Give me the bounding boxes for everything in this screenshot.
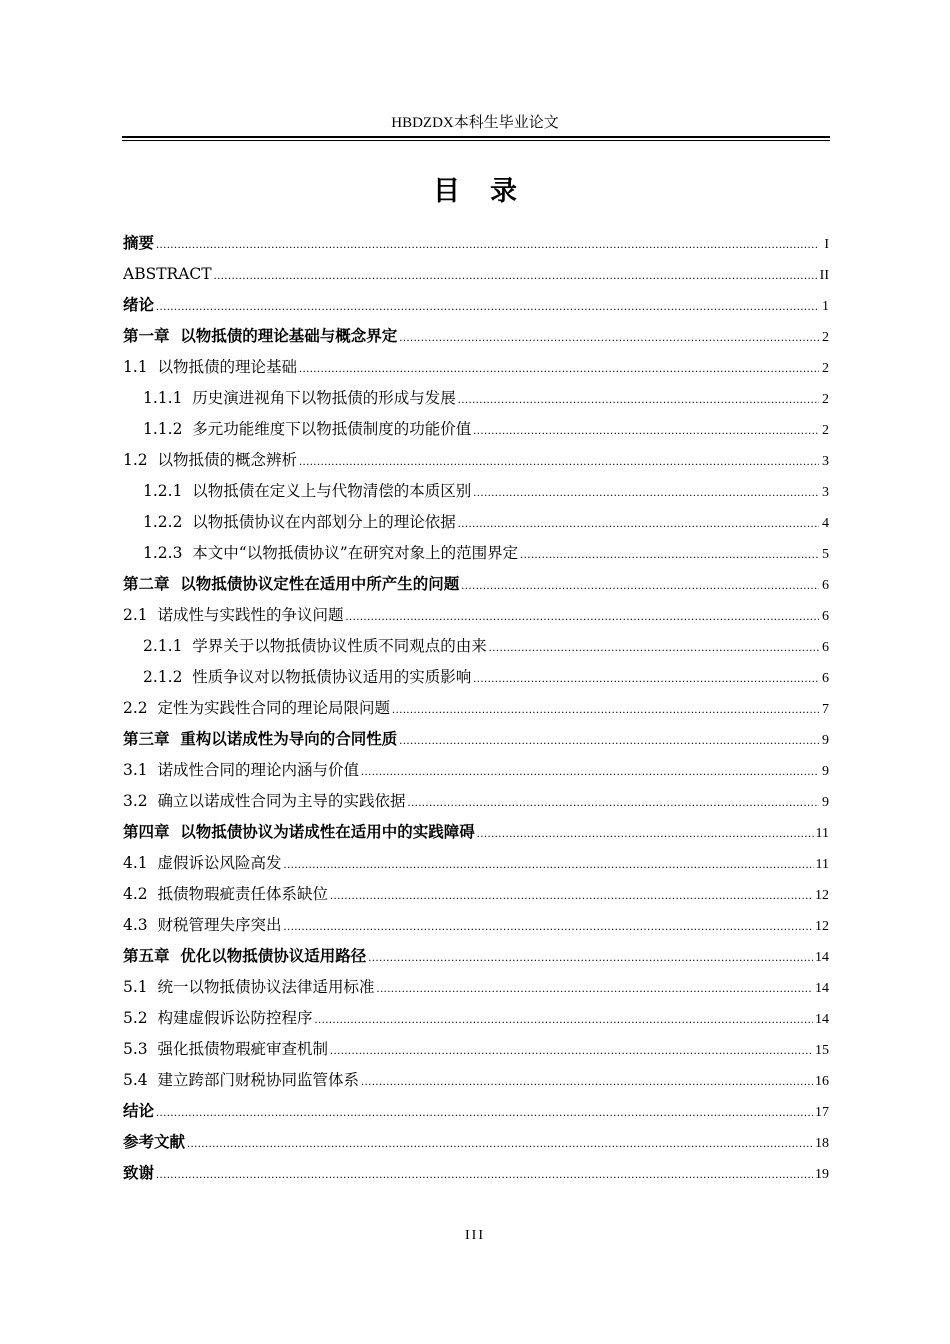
- toc-entry-label: 第二章 以物抵债协议定性在适用中所产生的问题: [123, 575, 460, 593]
- toc-entry-page: 7: [822, 702, 829, 717]
- toc-leader-dots: [458, 387, 819, 411]
- toc-entry-page: 3: [822, 454, 829, 469]
- toc-entry-label: 第四章 以物抵债协议为诺成性在适用中的实践障碍: [123, 823, 475, 841]
- toc-entry-page: 14: [815, 950, 829, 965]
- toc-entry-page: 2: [822, 330, 829, 345]
- toc-leader-dots: [473, 418, 819, 442]
- toc-leader-dots: [377, 976, 813, 1000]
- toc-leader-dots: [346, 604, 819, 628]
- toc-entry-label: 5.1 统一以物抵债协议法律适用标准: [123, 978, 375, 996]
- toc-leader-dots: [473, 666, 819, 690]
- toc-entry-label: 2.1.1 学界关于以物抵债协议性质不同观点的由来: [143, 637, 487, 655]
- page-number: III: [465, 1228, 485, 1243]
- toc-entry[interactable]: [123, 1099, 829, 1130]
- toc-entry[interactable]: [123, 851, 829, 882]
- running-header: HBDZDX本科生毕业论文: [391, 115, 559, 131]
- toc-leader-dots: [330, 883, 813, 907]
- header-rule-thick: [122, 136, 830, 138]
- toc-entry-label: ABSTRACT: [123, 265, 212, 283]
- toc-leader-dots: [520, 542, 819, 566]
- toc-entry-page: 16: [815, 1074, 829, 1089]
- toc-entry-label: 5.2 构建虚假诉讼防控程序: [123, 1009, 313, 1027]
- toc-entry-label: 3.1 诺成性合同的理论内涵与价值: [123, 761, 360, 779]
- toc-entry-label: 1.2 以物抵债的概念辨析: [123, 451, 298, 469]
- toc-entry-label: 1.1 以物抵债的理论基础: [123, 358, 298, 376]
- toc-leader-dots: [156, 294, 819, 318]
- toc-entry-page: 11: [815, 857, 829, 872]
- toc-entry-page: 14: [815, 1012, 829, 1027]
- toc-entry-page: 6: [822, 640, 829, 655]
- toc-entry-label: 5.4 建立跨部门财税协同监管体系: [123, 1071, 360, 1089]
- toc-entry-label: 第五章 优化以物抵债协议适用路径: [123, 947, 367, 965]
- toc-leader-dots: [361, 1069, 813, 1093]
- toc-leader-dots: [299, 449, 819, 473]
- toc-entry[interactable]: [123, 541, 829, 572]
- toc-entry-label: 2.1.2 性质争议对以物抵债协议适用的实质影响: [143, 668, 472, 686]
- toc-entry[interactable]: [123, 944, 829, 975]
- toc-entry[interactable]: [123, 758, 829, 789]
- toc-leader-dots: [461, 573, 819, 597]
- toc-entry-page: 14: [815, 981, 829, 996]
- toc-leader-dots: [187, 1131, 813, 1155]
- toc-entry-page: 18: [815, 1136, 829, 1151]
- toc-entry-label: 第一章 以物抵债的理论基础与概念界定: [123, 327, 398, 345]
- toc-leader-dots: [156, 1100, 813, 1124]
- toc-entry[interactable]: [123, 510, 829, 541]
- toc-entry-page: I: [824, 237, 829, 252]
- toc-entry[interactable]: [123, 1037, 829, 1068]
- toc-entry-label: 1.2.3 本文中“以物抵债协议”在研究对象上的范围界定: [143, 544, 519, 562]
- toc-entry-label: 1.1.1 历史演进视角下以物抵债的形成与发展: [143, 389, 456, 407]
- toc-entry[interactable]: [123, 355, 829, 386]
- toc-leader-dots: [458, 511, 819, 535]
- toc-entry-label: 2.2 定性为实践性合同的理论局限问题: [123, 699, 391, 717]
- toc-leader-dots: [477, 821, 814, 845]
- toc-leader-dots: [368, 945, 813, 969]
- toc-entry-page: 2: [822, 423, 829, 438]
- toc-entry-label: 5.3 强化抵债物瑕疵审查机制: [123, 1040, 329, 1058]
- toc-entry[interactable]: [123, 448, 829, 479]
- toc-entry[interactable]: [123, 913, 829, 944]
- toc-entry-page: 12: [815, 919, 829, 934]
- table-of-contents: [123, 231, 829, 1192]
- toc-entry-label: 2.1 诺成性与实践性的争议问题: [123, 606, 344, 624]
- toc-entry[interactable]: [123, 293, 829, 324]
- toc-entry-page: 5: [822, 547, 829, 562]
- toc-entry[interactable]: [123, 262, 829, 293]
- toc-leader-dots: [156, 1162, 813, 1186]
- toc-entry[interactable]: [123, 820, 829, 851]
- toc-leader-dots: [299, 356, 819, 380]
- toc-entry-page: 17: [815, 1105, 829, 1120]
- toc-entry-label: 1.2.2 以物抵债协议在内部划分上的理论依据: [143, 513, 456, 531]
- toc-entry-page: 3: [822, 485, 829, 500]
- toc-leader-dots: [214, 263, 818, 287]
- toc-leader-dots: [408, 790, 819, 814]
- toc-entry-page: 6: [822, 671, 829, 686]
- toc-entry[interactable]: [123, 1068, 829, 1099]
- toc-entry[interactable]: [123, 479, 829, 510]
- toc-entry[interactable]: [123, 417, 829, 448]
- toc-entry-page: 2: [822, 361, 829, 376]
- toc-entry-label: 1.1.2 多元功能维度下以物抵债制度的功能价值: [143, 420, 472, 438]
- toc-entry-label: 4.1 虚假诉讼风险高发: [123, 854, 282, 872]
- toc-entry-label: 4.3 财税管理失序突出: [123, 916, 282, 934]
- toc-leader-dots: [315, 1007, 813, 1031]
- toc-entry[interactable]: [123, 789, 829, 820]
- toc-leader-dots: [156, 232, 819, 256]
- toc-entry-page: 6: [822, 578, 829, 593]
- toc-entry[interactable]: [123, 1006, 829, 1037]
- toc-leader-dots: [489, 635, 819, 659]
- toc-leader-dots: [284, 852, 814, 876]
- toc-entry-label: 参考文献: [123, 1133, 186, 1151]
- toc-entry-page: 9: [822, 795, 829, 810]
- toc-entry-label: 4.2 抵债物瑕疵责任体系缺位: [123, 885, 329, 903]
- toc-entry[interactable]: [123, 665, 829, 696]
- toc-entry[interactable]: [123, 603, 829, 634]
- toc-entry[interactable]: [123, 1130, 829, 1161]
- toc-entry-page: 1: [822, 299, 829, 314]
- toc-leader-dots: [361, 759, 819, 783]
- toc-entry[interactable]: [123, 634, 829, 665]
- toc-entry-page: 6: [822, 609, 829, 624]
- toc-entry[interactable]: [123, 231, 829, 262]
- toc-entry[interactable]: [123, 386, 829, 417]
- toc-entry-page: 9: [822, 764, 829, 779]
- toc-entry-page: 19: [815, 1167, 829, 1182]
- header-rule-thin: [122, 140, 830, 141]
- toc-entry-page: 11: [815, 826, 829, 841]
- toc-entry-label: 3.2 确立以诺成性合同为主导的实践依据: [123, 792, 406, 810]
- toc-entry[interactable]: [123, 572, 829, 603]
- toc-entry-label: 摘要: [123, 234, 155, 252]
- toc-entry-label: 第三章 重构以诺成性为导向的合同性质: [123, 730, 398, 748]
- toc-entry[interactable]: [123, 324, 829, 355]
- toc-leader-dots: [392, 697, 819, 721]
- toc-entry-page: 9: [822, 733, 829, 748]
- toc-entry-label: 致谢: [123, 1164, 155, 1182]
- toc-entry-label: 绪论: [123, 296, 155, 314]
- toc-entry-page: 12: [815, 888, 829, 903]
- toc-entry-page: 2: [822, 392, 829, 407]
- toc-entry-page: II: [819, 268, 829, 283]
- toc-entry[interactable]: [123, 882, 829, 913]
- toc-leader-dots: [399, 325, 819, 349]
- toc-leader-dots: [473, 480, 819, 504]
- toc-entry[interactable]: [123, 696, 829, 727]
- page-title: 目录: [433, 176, 547, 207]
- toc-entry[interactable]: [123, 975, 829, 1006]
- toc-leader-dots: [330, 1038, 813, 1062]
- toc-entry[interactable]: [123, 727, 829, 758]
- toc-entry[interactable]: [123, 1161, 829, 1192]
- toc-entry-label: 结论: [123, 1102, 155, 1120]
- toc-entry-page: 4: [822, 516, 829, 531]
- toc-entry-page: 15: [815, 1043, 829, 1058]
- toc-leader-dots: [399, 728, 819, 752]
- toc-entry-label: 1.2.1 以物抵债在定义上与代物清偿的本质区别: [143, 482, 472, 500]
- toc-leader-dots: [284, 914, 813, 938]
